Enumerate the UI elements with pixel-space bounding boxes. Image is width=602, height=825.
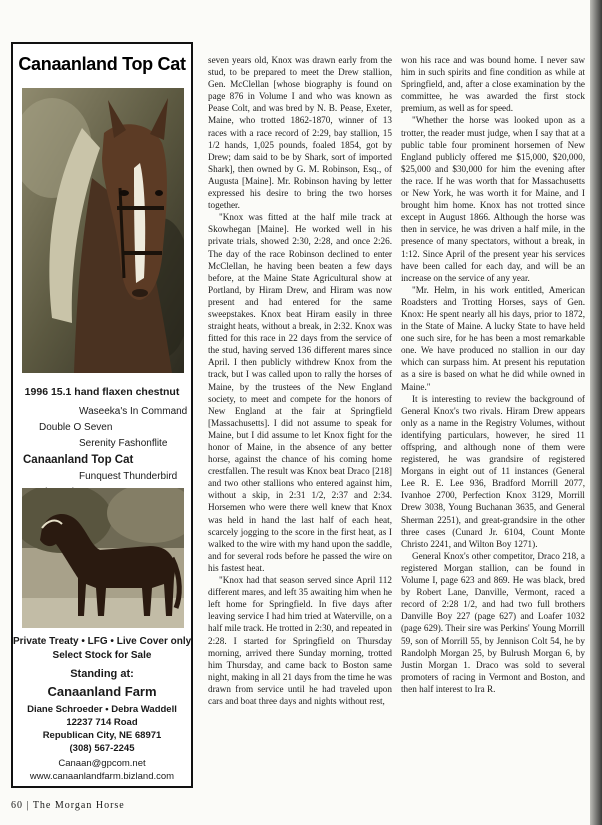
ad-address-street: 12237 714 Road: [66, 717, 138, 728]
ad-standing-at: Standing at:: [70, 668, 134, 680]
article-paragraph: "Knox was fitted at the half mile track at Skowhegan [Maine]. He worked well in his private trials, showed 2:30, 2:28, and once 2:26. The day of the race Robinson declined to enter McClellan, he having been beaten a few days before, at the Maine State Agricultural show at Portland, by Hiram Drew, and Hiram was now present and had entered for the same sweepstakes. Knox beat Hiram easily in three straight heats, without a break, in 2:32. Knox was fitted for this race in 22 days from the service of the stud, having served 136 different mares since April. I then publicly withdrew Knox from the track, but I was called upon to rally the horses of Maine, by the trustees of the New England society, to meet and compete for the honors of New England at the fair at Springfield [Massachusetts]. I did not assume to speak for Maine, but I did assume to let Knox fight for the honor of Maine, in the absence of any better horse, against the chance of his coming home crestfallen. The result was Knox beat Draco [218] and two other stallions who entered against him, without a skip, in 2:31 1/2, 2:37 and 2:34. Horsemen who were there well knew that Knox was held in hand the last half of each heat, scarcely jogging to the score in the first heat, as I walked to the wire with my hand upon the saddle, and for several rods before he passed the wire on his fastest heat.: [208, 212, 392, 573]
article-paragraph: "Knox had that season served since April 112 different mares, and left 35 awaiting him when he left home for Springfield. In five days after leaving service I had him tried at Waterville, on a half mile track. He trotted in 2:30, and repeated in 2:28. I started for Springfield on Thursday morning, arrived there Sunday morning, trotted him Thursday, and came back to Boston same night, making in all 21 days from the time he was drawn from service until he had traveled upon cars and boat three days and nights without rest,: [208, 575, 392, 706]
ad-address-city: Republican City, NE 68971: [42, 730, 162, 741]
article-column-middle: [208, 54, 392, 707]
article-paragraph: It is interesting to review the background of General Knox's two rivals. Hiram Drew appears only as a name in the Registry Volumes, without identifying particulars, however, he sired 11 offspring, and although none of them were registered, he was grandsire of registered Morgans in eight out of 11 instances (General Lee R. E. Lee 936, Bradford Morrill 2077, Ivanhoe 2700, Perfection Knox 3129, Morrill Drew 3038, Young Buchanan 3635, and General Sherman 2251), and great-grandsire in the other three cases (Cunard Jr. 6104, Count Monte Christo 2241, and Wilton Boy 1271).: [401, 393, 585, 549]
ad-phone: (308) 567-2245: [69, 743, 135, 754]
article-paragraph: won his race and was bound home. I never saw him in such spirits and fine condition as while at Springfield, and, after a close examination by the committee, he was awarded the first stock premium, as well as for speed.: [401, 55, 585, 114]
page-edge-shadow: [590, 0, 602, 825]
article-column-right: [401, 54, 585, 695]
ad-terms: Private Treaty • LFG • Live Cover only: [13, 636, 192, 647]
article-paragraph: "Whether the horse was looked upon as a trotter, the reader must judge, when I say that at a public table four prominent horsemen of New England publicly offered me $15,000, $20,000, $25,000 and $30,000 for him the evening after the race. If he was worth that for Massachusetts or New York, he was worth it for Maine, and I brought him home. Knox has not trotted since except in August 1866. Although the horse was then in service, he was driven a half mile, in the presence of many spectators, without a break, in 1:12. Since April of the present year his services have been called for each day, and will be an increase on the service of any year.: [401, 115, 585, 283]
ad-stock: Select Stock for Sale: [52, 650, 152, 661]
horse-caption: 1996 15.1 hand flaxen chestnut: [24, 386, 180, 398]
article-paragraph: General Knox's other competitor, Draco 218, a registered Morgan stallion, can be found in Volume I, page 623 and 869. He was black, bred by Robert Lane, Danville, Vermont, raced a record of 2:28 1/2, and had two full brothers Danville Boy 227 (page 627) and Loafer 1032 (page 629). Their sire was Perkins' Young Morrill 59, son of Morrill 55, by Jennison Colt 54, he by Randolph Morgan 25, by Bulrush Morgan 6, by Justin Morgan 1. Draco was sold to several promoters of racing in Vermont and Boston, and then half interest to Ira R.: [401, 550, 585, 694]
ad-owners: Diane Schroeder • Debra Waddell: [27, 704, 177, 715]
pedigree-sire-sire: Waseeka's In Command: [79, 406, 188, 417]
pedigree-sire: Double O Seven: [39, 422, 113, 433]
pedigree-dam-sire: Funquest Thunderbird: [79, 471, 178, 482]
stallion-advertisement: [11, 42, 193, 788]
ad-email: Canaan@gpcom.net: [58, 758, 146, 769]
horse-headshot-photo: [22, 88, 184, 373]
page-footer: 60 | The Morgan Horse: [11, 800, 125, 811]
article-paragraph: seven years old, Knox was drawn early from the stud, to be prepared to meet the Drew stallion, Gen. McClellan [whose biography is found on page 876 in Volume I and who was known as Pease Colt, and was bred by N. B. Pease, Exeter, Maine, who trotted 1862-1870, winner of 13 races with a race record of 2:29, bay stallion, 15 1/2 hands, 1,025 pounds, foaled 1854, got by Drew; dam said to be by Shark, sort of imported Shark], then owned by G. M. Robinson, Esq., of Augusta [Maine]. Mr. Robinson having by letter expressed his desire to bring the two horses together.: [208, 55, 392, 211]
pedigree-subject: Canaanland Top Cat: [23, 454, 134, 466]
ad-title: Canaanland Top Cat: [18, 54, 186, 74]
pedigree-sire-dam: Serenity Fashonflite: [79, 438, 168, 449]
horse-body-illustration: [22, 488, 184, 628]
ad-website: www.canaanlandfarm.bizland.com: [29, 771, 175, 782]
ad-farm-name: Canaanland Farm: [47, 684, 157, 699]
article-paragraph: "Mr. Helm, in his work entitled, American Roadsters and Trotting Horses, says of Gen. Knox: He spent nearly all his days, prior to 1872, in the State of Maine. A lucky State to have held one such sire, for he has been a most remarkable one. We have produced no stallion in our day which can surpass him. At present his reputation as a sire is based on what he did while owned in Maine.": [401, 284, 585, 392]
